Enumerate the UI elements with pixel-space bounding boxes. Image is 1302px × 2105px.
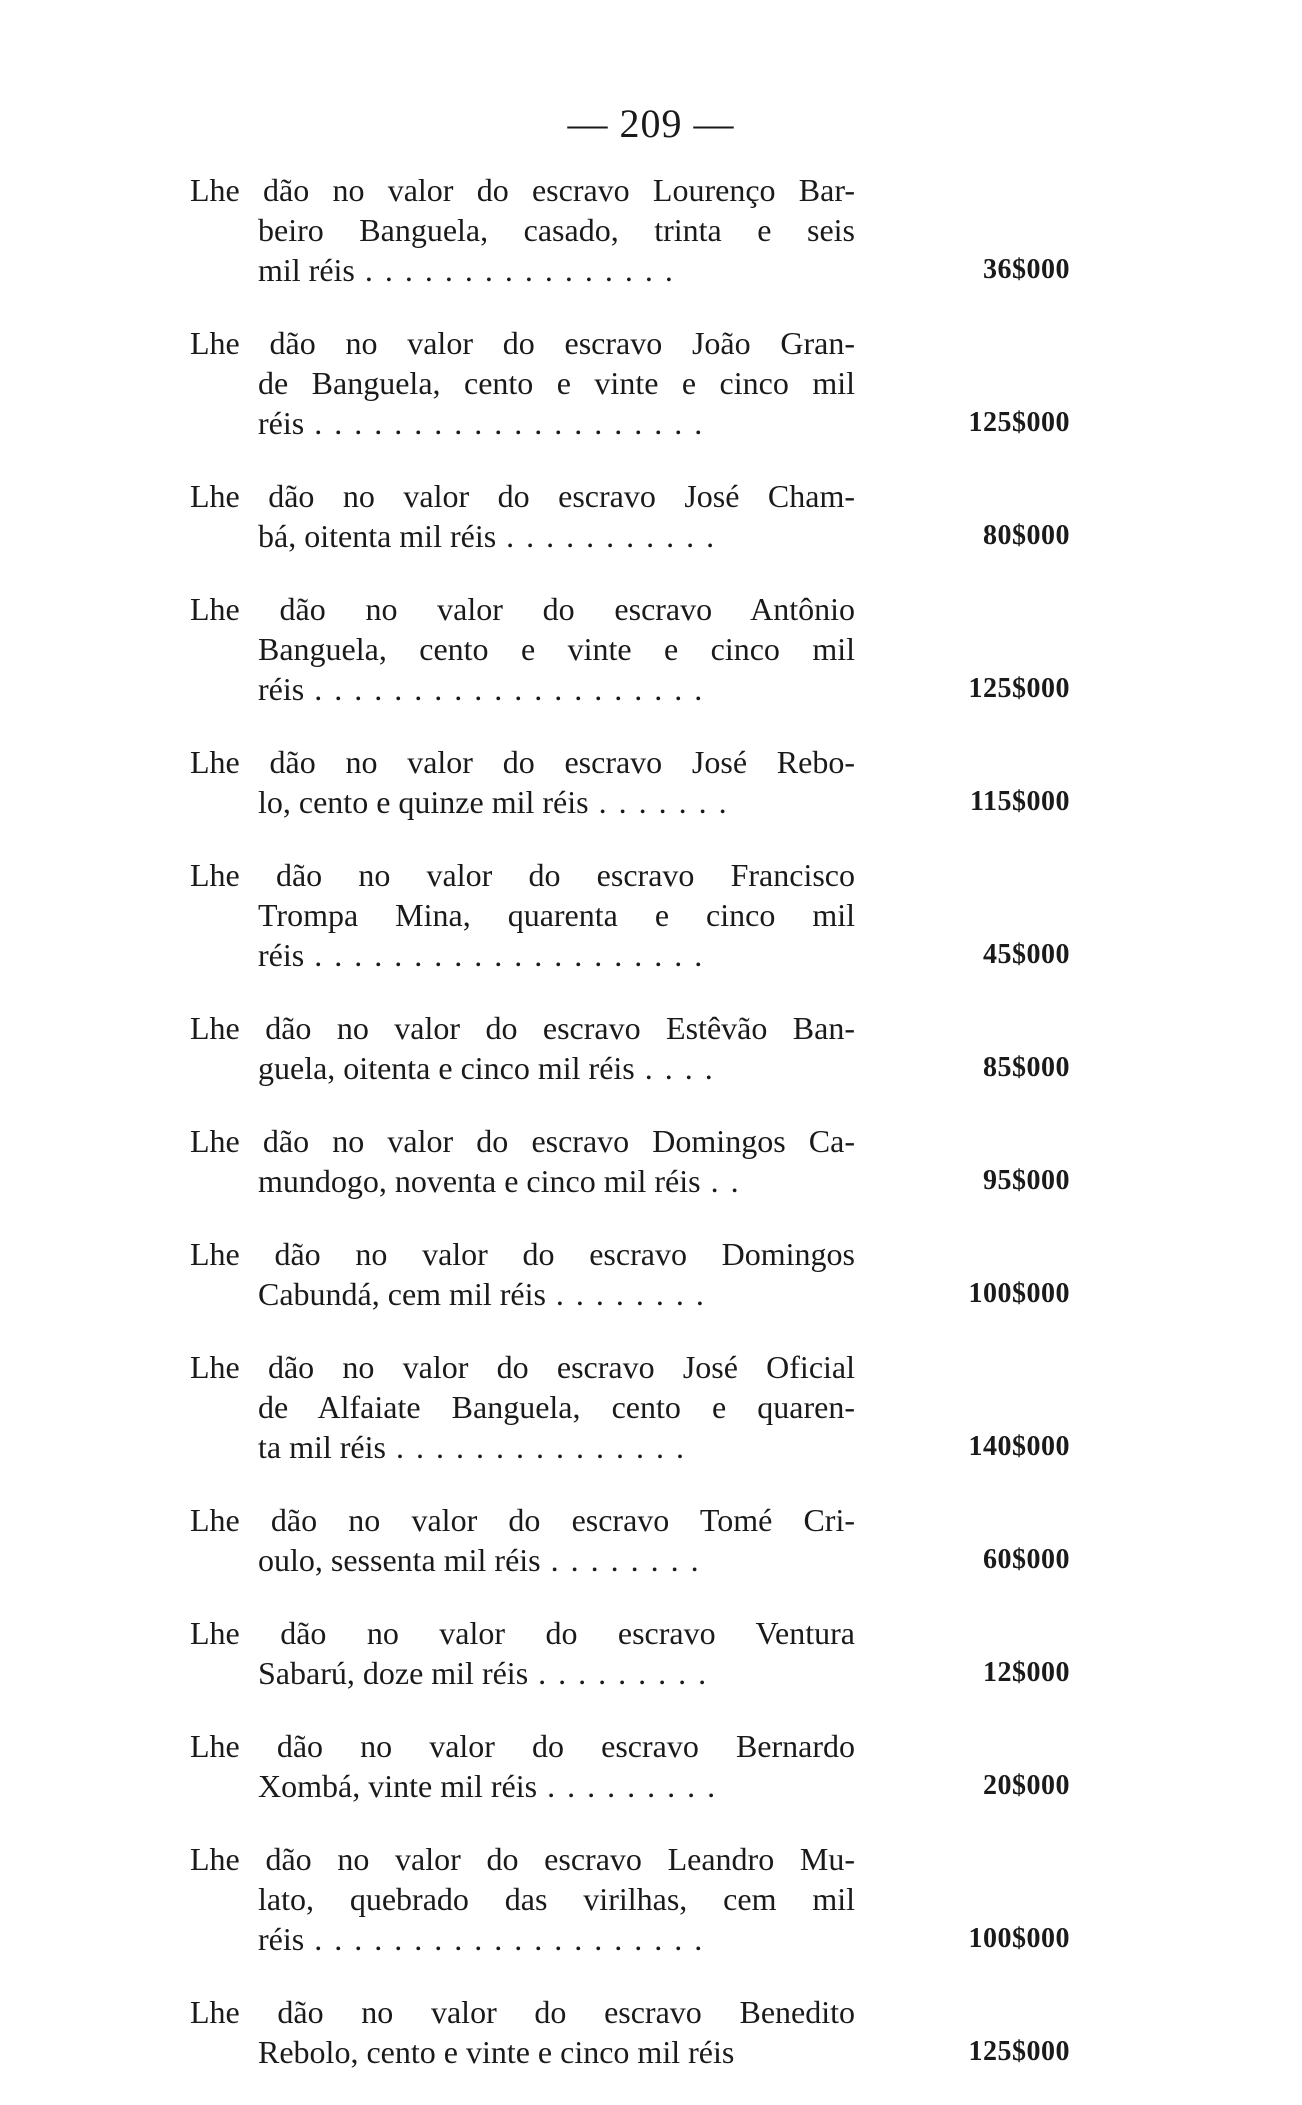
entry-text <box>190 1839 855 1959</box>
entry-amount: 125$000 <box>968 407 1070 438</box>
entry-amount: 140$000 <box>968 1431 1070 1462</box>
entry-line: Lhe dão no valor do escravo José Rebo- <box>190 744 855 780</box>
entry-last-line: Xombá, vinte mil réis . . . . . . . . . <box>258 1768 718 1804</box>
list-item <box>190 476 1070 556</box>
entry-text <box>190 1121 855 1201</box>
entry-line: Banguela, cento e vinte e cinco mil <box>258 631 855 667</box>
entry-text <box>190 1992 855 2072</box>
entry-last-line: guela, oitenta e cinco mil réis . . . . <box>258 1050 715 1086</box>
entry-amount: 100$000 <box>968 1923 1070 1954</box>
entry-line: de Banguela, cento e vinte e cinco mil <box>258 365 855 401</box>
entry-line: Lhe dão no valor do escravo Tomé Cri- <box>190 1502 855 1538</box>
entry-line: Lhe dão no valor do escravo Lourenço Bar- <box>190 172 855 208</box>
entry-amount: 12$000 <box>983 1657 1070 1688</box>
entry-line: Lhe dão no valor do escravo Estêvão Ban- <box>190 1010 855 1046</box>
entry-line: Lhe dão no valor do escravo José Cham- <box>190 478 855 514</box>
entry-line: Lhe dão no valor do escravo Antônio <box>190 591 855 627</box>
entry-amount: 85$000 <box>983 1052 1070 1083</box>
entry-text <box>190 589 855 709</box>
entry-amount: 125$000 <box>968 2036 1070 2067</box>
dot-leader: . . . . . . . . . . . . . . . . <box>354 252 675 288</box>
entry-amount: 80$000 <box>983 520 1070 551</box>
entry-last-line: bá, oitenta mil réis . . . . . . . . . . . <box>258 518 717 554</box>
entry-line: Lhe dão no valor do escravo José Oficial <box>190 1349 855 1385</box>
list-item <box>190 742 1070 822</box>
list-item <box>190 1992 1070 2072</box>
entry-line: Lhe dão no valor do escravo Benedito <box>190 1994 855 2030</box>
entry-text <box>190 323 855 443</box>
list-item <box>190 855 1070 975</box>
page-number: — 209 — <box>567 101 735 146</box>
entry-line: lato, quebrado das virilhas, cem mil <box>258 1881 855 1917</box>
entry-line: de Alfaiate Banguela, cento e quaren- <box>258 1389 855 1425</box>
entry-line: Lhe dão no valor do escravo João Gran- <box>190 325 855 361</box>
dot-leader: . . <box>700 1163 741 1199</box>
entry-amount: 125$000 <box>968 673 1070 704</box>
entry-last-line: lo, cento e quinze mil réis . . . . . . . <box>258 784 729 820</box>
entry-text <box>190 1347 855 1467</box>
entry-last-line: mil réis . . . . . . . . . . . . . . . . <box>258 252 675 288</box>
entry-last-line: réis . . . . . . . . . . . . . . . . . . . . <box>258 937 705 973</box>
entry-last-line: Rebolo, cento e vinte e cinco mil réis <box>258 2034 735 2070</box>
dot-leader: . . . . . . . . . . . . . . . . . . . . <box>304 405 705 441</box>
entry-last-line: Cabundá, cem mil réis . . . . . . . . <box>258 1276 706 1312</box>
entry-text <box>190 1234 855 1314</box>
entry-amount: 95$000 <box>983 1165 1070 1196</box>
list-item <box>190 1008 1070 1088</box>
entry-text <box>190 1500 855 1580</box>
entry-last-line: mundogo, noventa e cinco mil réis . . <box>258 1163 741 1199</box>
list-item <box>190 1234 1070 1314</box>
entry-amount: 100$000 <box>968 1278 1070 1309</box>
entry-text <box>190 855 855 975</box>
dot-leader: . . . . . . . . <box>540 1542 701 1578</box>
entry-line: Trompa Mina, quarenta e cinco mil <box>258 897 855 933</box>
list-item <box>190 1121 1070 1201</box>
entry-line: Lhe dão no valor do escravo Leandro Mu- <box>190 1841 855 1877</box>
dot-leader: . . . . . . . . . . . . . . . . . . . . <box>304 937 705 973</box>
entry-last-line: oulo, sessenta mil réis . . . . . . . . <box>258 1542 701 1578</box>
dot-leader: . . . . . . . . . . . . . . . . . . . . <box>304 671 705 707</box>
entry-last-line: réis . . . . . . . . . . . . . . . . . . . . <box>258 405 705 441</box>
dot-leader: . . . . . . . . . . . <box>496 518 717 554</box>
entry-amount: 60$000 <box>983 1544 1070 1575</box>
entry-amount: 36$000 <box>983 254 1070 285</box>
entry-text <box>190 476 855 556</box>
entry-last-line: Sabarú, doze mil réis . . . . . . . . . <box>258 1655 709 1691</box>
entry-line: beiro Banguela, casado, trinta e seis <box>258 212 855 248</box>
list-item <box>190 170 1070 290</box>
entry-last-line: ta mil réis . . . . . . . . . . . . . . . <box>258 1429 686 1465</box>
entry-line: Lhe dão no valor do escravo Bernardo <box>190 1728 855 1764</box>
list-item <box>190 1613 1070 1693</box>
dot-leader: . . . . <box>634 1050 715 1086</box>
dot-leader: . . . . . . . . . <box>537 1768 718 1804</box>
entry-line: Lhe dão no valor do escravo Domingos Ca- <box>190 1123 855 1159</box>
list-item <box>190 1726 1070 1806</box>
entry-list <box>190 170 1070 2105</box>
list-item <box>190 1500 1070 1580</box>
dot-leader: . . . . . . . . . . . . . . . . . . . . <box>304 1921 705 1957</box>
entry-amount: 115$000 <box>970 786 1070 817</box>
dot-leader: . . . . . . . . <box>545 1276 706 1312</box>
list-item <box>190 323 1070 443</box>
entry-line: Lhe dão no valor do escravo Domingos <box>190 1236 855 1272</box>
dot-leader: . . . . . . . . . . . . . . . <box>385 1429 686 1465</box>
list-item <box>190 1839 1070 1959</box>
list-item <box>190 589 1070 709</box>
dot-leader: . . . . . . . <box>588 784 729 820</box>
entry-amount: 20$000 <box>983 1770 1070 1801</box>
entry-text <box>190 1613 855 1693</box>
entry-last-line: réis . . . . . . . . . . . . . . . . . . . . <box>258 671 705 707</box>
entry-text <box>190 1008 855 1088</box>
entry-amount: 45$000 <box>983 939 1070 970</box>
entry-text <box>190 1726 855 1806</box>
entry-last-line: réis . . . . . . . . . . . . . . . . . . . . <box>258 1921 705 1957</box>
entry-text <box>190 170 855 290</box>
list-item <box>190 1347 1070 1467</box>
dot-leader: . . . . . . . . . <box>528 1655 709 1691</box>
entry-text <box>190 742 855 822</box>
entry-line: Lhe dão no valor do escravo Francisco <box>190 857 855 893</box>
entry-line: Lhe dão no valor do escravo Ventura <box>190 1615 855 1651</box>
